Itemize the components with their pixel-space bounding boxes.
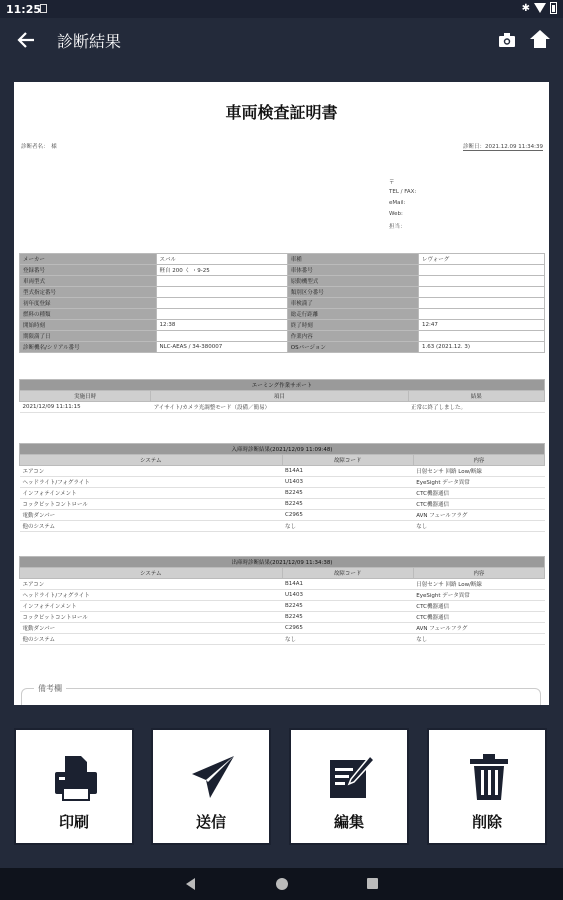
table-cell: ヘッドライト/フォグライト bbox=[20, 477, 283, 488]
column-header: 実施日時 bbox=[20, 391, 151, 402]
column-header: 内容 bbox=[413, 455, 544, 466]
table-row bbox=[20, 521, 545, 532]
shop-tel: TEL / FAX: bbox=[389, 189, 417, 195]
status-bar bbox=[0, 0, 563, 18]
printer-icon bbox=[51, 752, 101, 802]
table-cell: インフォテインメント bbox=[20, 488, 283, 499]
table-cell: CTC機器通信 bbox=[413, 612, 544, 623]
system-nav-bar bbox=[0, 868, 563, 900]
table-cell: 総走行距離 bbox=[287, 309, 418, 320]
table-row bbox=[20, 601, 545, 612]
shop-info bbox=[389, 178, 416, 233]
app-bar bbox=[0, 18, 563, 64]
table-cell: 車両型式 bbox=[20, 276, 157, 287]
inspector-name: 診断者名： 様 bbox=[21, 144, 57, 150]
battery-icon bbox=[550, 2, 557, 14]
table-cell bbox=[156, 331, 287, 342]
back-arrow-icon[interactable] bbox=[16, 27, 38, 53]
table-cell: 他のシステム bbox=[20, 521, 283, 532]
column-header: 項目 bbox=[151, 391, 408, 402]
column-header: 結果 bbox=[408, 391, 545, 402]
table-cell: NLC-AEAS / 34-380007 bbox=[156, 342, 287, 353]
table-row bbox=[20, 499, 545, 510]
wifi-icon bbox=[534, 3, 546, 13]
table-cell bbox=[419, 265, 545, 276]
edit-label: 編集 bbox=[333, 813, 364, 831]
table-row bbox=[20, 402, 545, 413]
table-cell: 登録番号 bbox=[20, 265, 157, 276]
column-header: 故障コード bbox=[282, 568, 413, 579]
send-button[interactable] bbox=[151, 728, 271, 845]
table-cell: 類別区分番号 bbox=[287, 287, 418, 298]
vehicle-info-table bbox=[19, 253, 545, 353]
remarks-box bbox=[21, 684, 541, 705]
table-cell: 診断機名/シリアル番号 bbox=[20, 342, 157, 353]
table-row bbox=[20, 623, 545, 634]
shop-web: Web: bbox=[389, 211, 403, 217]
table-cell: 車体番号 bbox=[287, 265, 418, 276]
table-row bbox=[20, 488, 545, 499]
nav-home-icon[interactable] bbox=[276, 878, 288, 890]
table-cell: コックピットコントロール bbox=[20, 612, 283, 623]
sim-icon bbox=[40, 4, 47, 13]
table-cell: なし bbox=[282, 634, 413, 645]
table-cell: なし bbox=[413, 634, 544, 645]
table-cell: 初年度登録 bbox=[20, 298, 157, 309]
table-row bbox=[20, 309, 545, 320]
document-title: 車両検査証明書 bbox=[225, 103, 338, 122]
table-cell: アイサイト/カメラ光調整モード（設備／簡易） bbox=[151, 402, 408, 413]
table-cell: ヘッドライト/フォグライト bbox=[20, 590, 283, 601]
table-cell bbox=[156, 298, 287, 309]
status-icons bbox=[522, 2, 557, 14]
table-cell: AVN フェールフラグ bbox=[413, 510, 544, 521]
table-cell: C2965 bbox=[282, 623, 413, 634]
table-cell bbox=[419, 309, 545, 320]
table-row bbox=[20, 634, 545, 645]
table-cell bbox=[156, 309, 287, 320]
table-title: 出庫時診断結果(2021/12/09 11:34:38) bbox=[20, 557, 545, 568]
table-cell: 日射センサ 回路 Low/断線 bbox=[413, 466, 544, 477]
table-cell: 電動ダンパー bbox=[20, 510, 283, 521]
table-cell: 日射センサ 回路 Low/断線 bbox=[413, 579, 544, 590]
table-cell bbox=[419, 276, 545, 287]
table-row bbox=[20, 579, 545, 590]
table-cell: B14A1 bbox=[282, 579, 413, 590]
table-cell: 原動機型式 bbox=[287, 276, 418, 287]
table-row bbox=[20, 265, 545, 276]
table-row bbox=[20, 612, 545, 623]
delete-button[interactable] bbox=[427, 728, 547, 845]
table-cell: スバル bbox=[156, 254, 287, 265]
table-cell bbox=[419, 298, 545, 309]
table-cell: レヴォーグ bbox=[419, 254, 545, 265]
table-cell: U1403 bbox=[282, 477, 413, 488]
table-cell: C2965 bbox=[282, 510, 413, 521]
table-cell: 作業内容 bbox=[287, 331, 418, 342]
table-cell: U1403 bbox=[282, 590, 413, 601]
camera-icon[interactable] bbox=[497, 30, 517, 50]
aiming-support-table bbox=[19, 379, 545, 413]
table-cell: B14A1 bbox=[282, 466, 413, 477]
table-cell bbox=[156, 287, 287, 298]
shop-postal: 〒 bbox=[389, 180, 395, 186]
home-icon[interactable] bbox=[529, 28, 551, 50]
table-cell: OSバージョン bbox=[287, 342, 418, 353]
table-cell: エアコン bbox=[20, 579, 283, 590]
table-cell: 軽自 200 く ・9-25 bbox=[156, 265, 287, 276]
table-row bbox=[20, 477, 545, 488]
column-header: 故障コード bbox=[282, 455, 413, 466]
table-cell: 燃料の種類 bbox=[20, 309, 157, 320]
table-row bbox=[20, 287, 545, 298]
table-row bbox=[20, 342, 545, 353]
table-cell: 他のシステム bbox=[20, 634, 283, 645]
table-cell: 開始時刻 bbox=[20, 320, 157, 331]
table-cell: 電動ダンパー bbox=[20, 623, 283, 634]
table-cell: なし bbox=[282, 521, 413, 532]
print-label: 印刷 bbox=[58, 813, 89, 831]
table-row bbox=[20, 590, 545, 601]
table-cell: なし bbox=[413, 521, 544, 532]
table-cell: 12:47 bbox=[419, 320, 545, 331]
bluetooth-icon: ✱ bbox=[521, 2, 530, 14]
exit-diagnosis-table bbox=[19, 556, 545, 645]
table-row bbox=[20, 298, 545, 309]
table-cell: CTC機器通信 bbox=[413, 499, 544, 510]
table-cell: B2245 bbox=[282, 612, 413, 623]
table-cell: 期限満了日 bbox=[20, 331, 157, 342]
table-cell: EyeSight データ異常 bbox=[413, 590, 544, 601]
print-button[interactable] bbox=[14, 728, 134, 845]
column-header: システム bbox=[20, 568, 283, 579]
table-cell: インフォテインメント bbox=[20, 601, 283, 612]
table-row bbox=[20, 331, 545, 342]
diagnosis-date: 診断日：2021.12.09 11:34:39 bbox=[463, 144, 543, 150]
table-cell: B2245 bbox=[282, 601, 413, 612]
table-title: 入庫時診断結果(2021/12/09 11:09:48) bbox=[20, 444, 545, 455]
table-title: エーミング作業サポート bbox=[20, 380, 545, 391]
table-cell: EyeSight データ異常 bbox=[413, 477, 544, 488]
table-cell: B2245 bbox=[282, 488, 413, 499]
send-label: 送信 bbox=[195, 813, 226, 831]
column-header: システム bbox=[20, 455, 283, 466]
remarks-label: 備考欄 bbox=[34, 683, 66, 694]
table-cell bbox=[156, 276, 287, 287]
page-title: 診断結果 bbox=[57, 32, 122, 51]
column-header: 内容 bbox=[413, 568, 544, 579]
table-cell: 2021/12/09 11:11:15 bbox=[20, 402, 151, 413]
entry-diagnosis-table bbox=[19, 443, 545, 532]
table-cell: 車検満了 bbox=[287, 298, 418, 309]
nav-recents-icon[interactable] bbox=[367, 878, 378, 889]
table-cell: 車種 bbox=[287, 254, 418, 265]
nav-back-icon[interactable] bbox=[186, 878, 195, 890]
table-row bbox=[20, 254, 545, 265]
table-cell: メーカー bbox=[20, 254, 157, 265]
table-cell bbox=[419, 331, 545, 342]
table-cell: CTC機器通信 bbox=[413, 601, 544, 612]
send-icon bbox=[188, 752, 238, 802]
table-row bbox=[20, 320, 545, 331]
table-cell: 12:38 bbox=[156, 320, 287, 331]
edit-button[interactable] bbox=[289, 728, 409, 845]
edit-icon bbox=[326, 752, 376, 802]
table-cell: 型式指定番号 bbox=[20, 287, 157, 298]
document-viewer[interactable] bbox=[14, 82, 549, 705]
trash-icon bbox=[464, 752, 514, 802]
table-cell: 1.63 (2021.12. 3) bbox=[419, 342, 545, 353]
table-row bbox=[20, 510, 545, 521]
shop-email: eMail: bbox=[389, 200, 406, 206]
table-cell: 正常に終了しました。 bbox=[408, 402, 545, 413]
table-cell: AVN フェールフラグ bbox=[413, 623, 544, 634]
delete-label: 削除 bbox=[471, 813, 502, 831]
table-cell: CTC機器通信 bbox=[413, 488, 544, 499]
table-cell: B2245 bbox=[282, 499, 413, 510]
shop-contact: 担当： bbox=[389, 224, 406, 230]
table-row bbox=[20, 466, 545, 477]
table-cell: 終了時刻 bbox=[287, 320, 418, 331]
table-cell bbox=[419, 287, 545, 298]
status-time: 11:25 bbox=[6, 3, 42, 16]
table-cell: エアコン bbox=[20, 466, 283, 477]
table-row bbox=[20, 276, 545, 287]
table-cell: コックピットコントロール bbox=[20, 499, 283, 510]
